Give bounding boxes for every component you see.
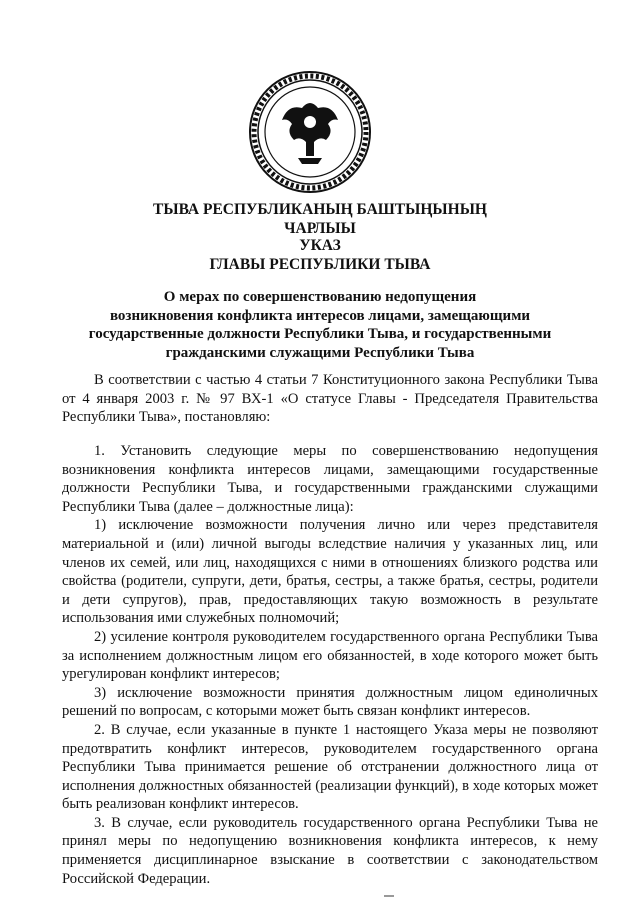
paragraph-1-item-3: 3) исключение возможности принятия должностным лицом единоличных решений по вопросам, с которыми может быть связан конфликт интересов.	[62, 684, 598, 720]
tuva-coat-of-arms-icon	[248, 70, 372, 194]
issuer: ГЛАВЫ РЕСПУБЛИКИ ТЫВА	[209, 256, 431, 273]
paragraph-1: 1. Установить следующие меры по совершенствованию недопущения возникновения конфликта интересов лицами, замещающими государственные должности Республики Тыва, и государственными гражданскими служащими Республики Тыва (далее – должностные лица):	[62, 443, 598, 515]
subject-line-2: возникновения конфликта интересов лицами, замещающими	[109, 307, 531, 324]
paragraph-1-item-1: 1) исключение возможности получения лично или через представителя материальной и (или) личной выгоды вследствие наличия у указанных лиц, или членов их семей, или лиц, находящихся с ними в отношениях близкого родства или свойства (родители, супруги, дети, братья, сестры, а также братья, сестры, родители и дети супругов), прав, предоставляющих такую возможность в результате использования ими служебных полномочий;	[62, 517, 598, 627]
document-title	[60, 236, 580, 274]
preamble	[62, 371, 598, 427]
paragraph-3: 3. В случае, если руководитель государственного органа Республики Тыва не принял меры по недопущению возникновения конфликта интересов, к нему применяется дисциплинарное взыскание в соответствии с законодательством Российской Федерации.	[62, 814, 598, 887]
preamble-text: В соответствии с частью 4 статьи 7 Конституционного закона Республики Тыва от 4 января 2003 г. № 97 ВХ-1 «О статусе Главы - Председателя Правительства Республики Тыва», постановляю:	[62, 372, 598, 426]
doc-type: УКАЗ	[299, 237, 341, 254]
org-line-1: ТЫВА РЕСПУБЛИКАНЫҢ БАШТЫҢЫНЫҢ	[153, 201, 487, 218]
org-line-2: ЧАРЛЫЫ	[284, 220, 356, 237]
issuer-tuvan-name	[60, 200, 580, 238]
document-subject	[40, 288, 600, 362]
decree-body	[62, 442, 598, 888]
paragraph-2: 2. В случае, если указанные в пункте 1 настоящего Указа меры не позволяют предотвратить конфликт интересов, руководителем государственного органа Республики Тыва принимается решение об отстранении должностного лица от исполнения должностных обязанностей (реализации функций), в ходе которых может быть реализован конфликт интересов.	[62, 721, 598, 813]
subject-line-3: государственные должности Республики Тыва, и государственными	[88, 326, 552, 342]
paragraph-1-item-2: 2) усиление контроля руководителем государственного органа Республики Тыва за исполнением должностным лицом его обязанностей, в ходе которого может быть урегулирован конфликт интересов;	[62, 628, 598, 683]
scan-mark	[384, 895, 394, 897]
subject-line-4: гражданскими служащими Республики Тыва	[165, 344, 475, 361]
subject-line-1: О мерах по совершенствованию недопущения	[163, 289, 477, 305]
